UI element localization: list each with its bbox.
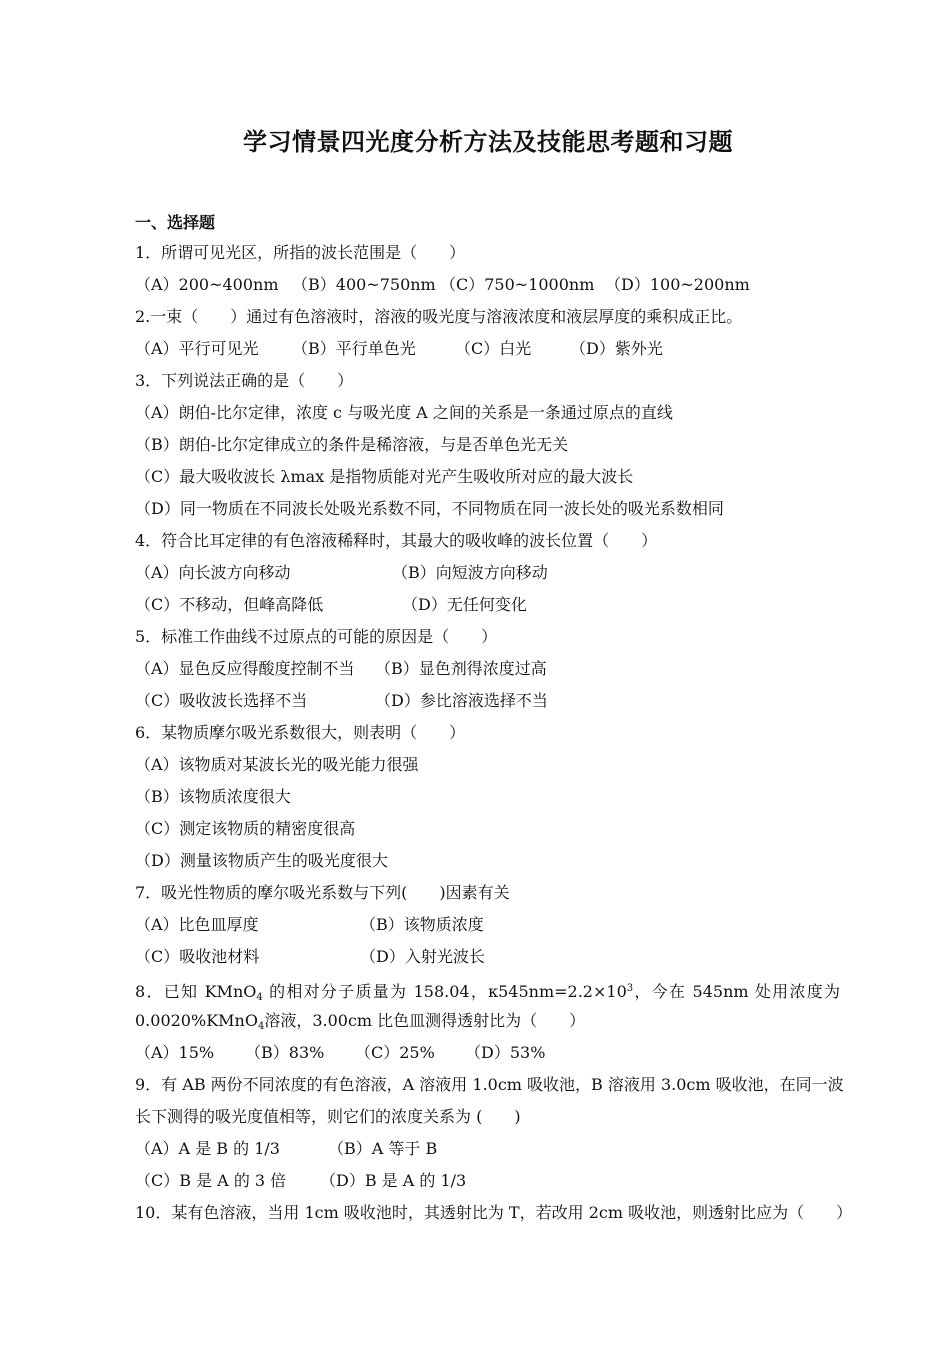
q9-option-c: （C）B 是 A 的 3 倍 (135, 1171, 287, 1190)
q3-option-b: （B）朗伯-比尔定律成立的条件是稀溶液，与是否单色光无关 (135, 435, 569, 454)
q8-option-c: （C）25% (355, 1043, 435, 1062)
question-7: 7．吸光性物质的摩尔吸光系数与下列( )因素有关 (135, 883, 510, 902)
q4-option-d: （D）无任何变化 (402, 595, 527, 614)
q5-option-a: （A）显色反应得酸度控制不当 (135, 659, 355, 678)
question-3: 3．下列说法正确的是（ ） (135, 371, 354, 390)
q9-option-a: （A）A 是 B 的 1/3 (135, 1139, 280, 1158)
q7-option-c: （C）吸收池材料 (135, 947, 260, 966)
question-1: 1．所谓可见光区，所指的波长范围是（ ） (135, 243, 466, 262)
q5-option-c: （C）吸收波长选择不当 (135, 691, 308, 710)
q1-option-c: （C）750~1000nm (440, 275, 595, 294)
q6-option-c: （C）测定该物质的精密度很高 (135, 819, 356, 838)
q3-option-c: （C）最大吸收波长 λmax 是指物质能对光产生吸收所对应的最大波长 (135, 467, 634, 486)
question-5: 5．标准工作曲线不过原点的可能的原因是（ ） (135, 627, 498, 646)
q9-option-d: （D）B 是 A 的 1/3 (320, 1171, 467, 1190)
q4-option-a: （A）向长波方向移动 (135, 563, 291, 582)
question-6: 6．某物质摩尔吸光系数很大，则表明（ ） (135, 723, 466, 742)
q9-option-b: （B）A 等于 B (328, 1139, 438, 1158)
question-10: 10．某有色溶液，当用 1cm 吸收池时，其透射比为 T，若改用 2cm 吸收池，则透射比应为（ ） (135, 1203, 853, 1222)
q6-option-a: （A）该物质对某波长光的吸光能力很强 (135, 755, 419, 774)
q7-option-a: （A）比色皿厚度 (135, 915, 259, 934)
question-9-line-1: 9．有 AB 两份不同浓度的有色溶液，A 溶液用 1.0cm 吸收池，B 溶液用 3.0cm 吸收池，在同一波 (135, 1075, 844, 1094)
question-2: 2.一束（ ）通过有色溶液时，溶液的吸光度与溶液浓度和液层厚度的乘积成正比。 (135, 307, 743, 326)
q1-option-b: （B）400~750nm (292, 275, 436, 294)
q7-option-b: （B）该物质浓度 (360, 915, 484, 934)
question-4: 4．符合比耳定律的有色溶液稀释时，其最大的吸收峰的波长位置（ ） (135, 531, 658, 550)
q2-option-c: （C）白光 (455, 339, 532, 358)
q6-option-d: （D）测量该物质产生的吸光度很大 (135, 851, 388, 870)
page-title: 学习情景四光度分析方法及技能思考题和习题 (243, 128, 733, 156)
q3-option-d: （D）同一物质在不同波长处吸光系数不同，不同物质在同一波长处的吸光系数相同 (135, 499, 724, 518)
question-8-line-2: 0.0020%KMnO$_4$溶液，3.00cm 比色皿测得透射比为（ ） (135, 1011, 586, 1032)
q4-option-b: （B）向短波方向移动 (392, 563, 548, 582)
q1-option-d: （D）100~200nm (605, 275, 750, 294)
q7-option-d: （D）入射光波长 (360, 947, 485, 966)
q8-option-a: （A）15% (135, 1043, 215, 1062)
q5-option-d: （D）参比溶液选择不当 (375, 691, 548, 710)
q8-option-b: （B）83% (245, 1043, 325, 1062)
question-8-line-1: 8．已知 KMnO$_4$ 的相对分子质量为 158.04，$\kappa 545nm=2.2\times 10^3$，今在 545nm 处用浓度为 (135, 982, 840, 1003)
q3-option-a: （A）朗伯-比尔定律，浓度 c 与吸光度 A 之间的关系是一条通过原点的直线 (135, 403, 673, 422)
section-heading: 一、选择题 (135, 213, 216, 232)
q1-option-a: （A）200~400nm (135, 275, 279, 294)
q4-option-c: （C）不移动，但峰高降低 (135, 595, 324, 614)
q2-option-d: （D）紫外光 (570, 339, 663, 358)
question-9-line-2: 长下测得的吸光度值相等，则它们的浓度关系为 ( ) (135, 1107, 521, 1126)
q2-option-a: （A）平行可见光 (135, 339, 259, 358)
q2-option-b: （B）平行单色光 (292, 339, 416, 358)
q6-option-b: （B）该物质浓度很大 (135, 787, 291, 806)
q8-option-d: （D）53% (465, 1043, 546, 1062)
q5-option-b: （B）显色剂得浓度过高 (375, 659, 547, 678)
